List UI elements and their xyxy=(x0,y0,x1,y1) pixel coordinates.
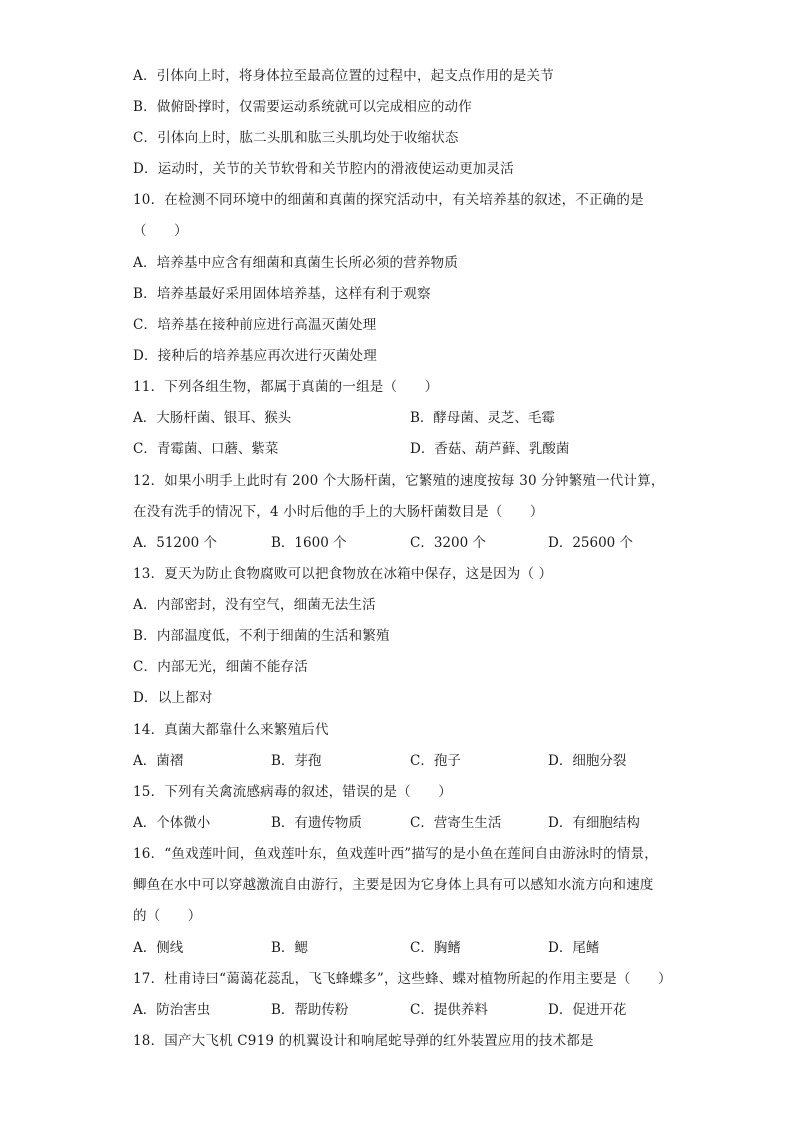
option-text: B．有遗传物质 xyxy=(271,815,362,831)
option-text: C．胸鳍 xyxy=(410,940,461,956)
option-text: D．运动时，关节的关节软骨和关节腔内的滑液使运动更加灵活 xyxy=(133,161,514,177)
option-text: D．香菇、葫芦藓、乳酸菌 xyxy=(410,441,570,457)
question-text: 的（ ） xyxy=(133,908,202,924)
option-text: C．引体向上时，肱二头肌和肱三头肌均处于收缩状态 xyxy=(133,130,459,146)
option-text: A．内部密封，没有空气，细菌无法生活 xyxy=(133,597,376,613)
option-text: A．引体向上时，将身体拉至最高位置的过程中，起支点作用的是关节 xyxy=(133,68,554,84)
question-text: 18．国产大飞机 C919 的机翼设计和响尾蛇导弹的红外装置应用的技术都是 xyxy=(133,1033,594,1049)
option-text: B．芽孢 xyxy=(271,753,322,769)
option-text: B．鳃 xyxy=(271,940,308,956)
question-text: 12．如果小明手上此时有 200 个大肠杆菌，它繁殖的速度按每 30 分钟繁殖一代计算， xyxy=(133,473,665,489)
option-text: D．细胞分裂 xyxy=(548,753,627,769)
question-text: 10．在检测不同环境中的细菌和真菌的探究活动中，有关培养基的叙述，不正确的是 xyxy=(133,192,644,208)
question-text: 15．下列有关禽流感病毒的叙述，错误的是（ ） xyxy=(133,784,452,800)
question-text: 13．夏天为防止食物腐败可以把食物放在冰箱中保存，这是因为（ ） xyxy=(133,566,553,582)
option-text: B．内部温度低，不利于细菌的生活和繁殖 xyxy=(133,628,390,644)
option-text: B．酵母菌、灵芝、毛霉 xyxy=(410,410,555,426)
option-text: A．培养基中应含有细菌和真菌生长所必须的营养物质 xyxy=(133,255,459,271)
option-text: C．提供养料 xyxy=(410,1002,488,1018)
question-text: 11．下列各组生物，都属于真菌的一组是（ ） xyxy=(133,379,439,395)
question-text: （ ） xyxy=(133,223,188,239)
option-text: A．51200 个 xyxy=(133,535,217,551)
question-text: 17．杜甫诗曰“蔼蔼花蕊乱，飞飞蜂蝶多”，这些蜂、蝶对植物所起的作用主要是（ ） xyxy=(133,971,672,987)
option-text: D．尾鳍 xyxy=(548,940,600,956)
question-text: 在没有洗手的情况下，4 小时后他的手上的大肠杆菌数目是（ ） xyxy=(133,504,544,520)
option-text: C．孢子 xyxy=(410,753,461,769)
option-text: A．菌褶 xyxy=(133,753,184,769)
option-text: B．帮助传粉 xyxy=(271,1002,349,1018)
option-text: C．青霉菌、口蘑、紫菜 xyxy=(133,441,279,457)
option-text: C．3200 个 xyxy=(410,535,486,551)
option-text: C．营寄生生活 xyxy=(410,815,502,831)
option-text: D．25600 个 xyxy=(548,535,634,551)
option-text: A．大肠杆菌、银耳、猴头 xyxy=(133,410,292,426)
option-text: D．接种后的培养基应再次进行灭菌处理 xyxy=(133,348,377,364)
option-text: B．做俯卧撑时，仅需要运动系统就可以完成相应的动作 xyxy=(133,99,472,115)
option-text: A．防治害虫 xyxy=(133,1002,211,1018)
question-text: 鲫鱼在水中可以穿越激流自由游行，主要是因为它身体上具有可以感知水流方向和速度 xyxy=(133,877,654,893)
option-text: A．个体微小 xyxy=(133,815,211,831)
option-text: C．培养基在接种前应进行高温灭菌处理 xyxy=(133,317,377,333)
option-text: B．培养基最好采用固体培养基，这样有利于观察 xyxy=(133,286,431,302)
option-text: B．1600 个 xyxy=(271,535,347,551)
option-text: C．内部无光，细菌不能存活 xyxy=(133,659,308,675)
question-text: 16．“鱼戏莲叶间，鱼戏莲叶东，鱼戏莲叶西”描写的是小鱼在莲间自由游泳时的情景， xyxy=(133,846,658,862)
option-text: A．侧线 xyxy=(133,940,184,956)
option-text: D．以上都对 xyxy=(133,690,213,706)
question-text: 14．真菌大都靠什么来繁殖后代 xyxy=(133,722,329,738)
option-text: D．有细胞结构 xyxy=(548,815,640,831)
option-text: D．促进开花 xyxy=(548,1002,627,1018)
